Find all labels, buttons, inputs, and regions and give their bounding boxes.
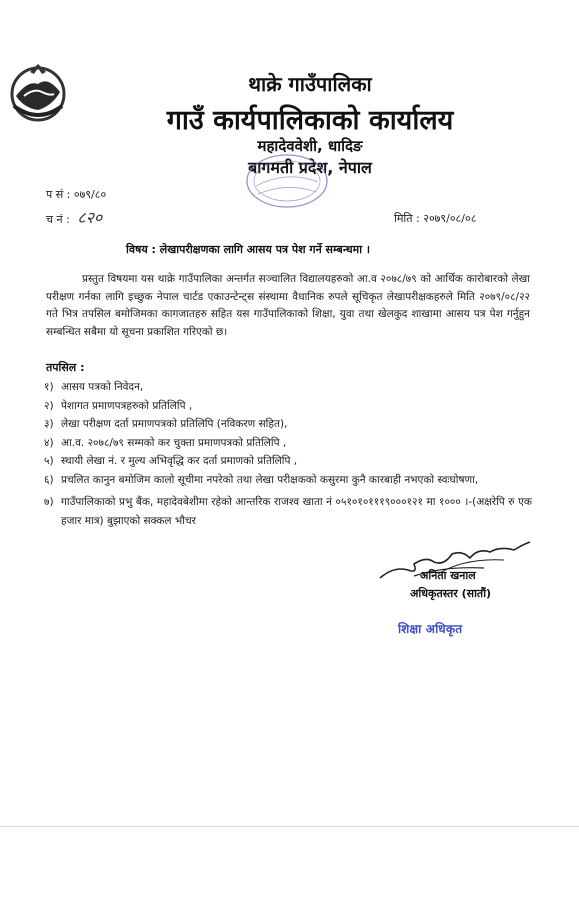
list-item-text: आ.व. २०७८/७९ सम्मको कर चुक्ता प्रमाणपत्रको प्रतिलिपि , <box>61 436 287 449</box>
subject-line: विषय : लेखापरीक्षणका लागि आसय पत्र पेश गर्ने सम्बन्धमा । <box>126 243 371 256</box>
office-title: गाउँ कार्यपालिकाको कार्यालय <box>166 105 454 136</box>
signatory-name: अनिता खनाल <box>420 569 476 582</box>
letter-reference-number: प सं : ०७९/८० <box>46 188 107 201</box>
list-item <box>44 378 532 397</box>
list-item <box>44 452 532 471</box>
list-item-text: पेशागत प्रमाणपत्रहरुको प्रतिलिपि , <box>61 399 193 412</box>
list-item-text: स्थायी लेखा नं. र मुल्य अभिवृद्धि कर दर्ता प्रमाणको प्रतिलिपि , <box>61 455 298 467</box>
list-item <box>44 415 532 434</box>
list-item <box>44 471 532 490</box>
signatory-designation: अधिकृतस्तर (सातौं) <box>410 587 492 600</box>
list-item-number: १) <box>44 381 54 393</box>
notice-body <box>46 271 530 341</box>
dispatch-number-label: च नं : <box>46 213 70 226</box>
dispatch-number <box>46 206 102 228</box>
office-stamp-icon <box>244 152 330 210</box>
list-item-number: ४) <box>44 436 54 449</box>
document-list <box>44 378 532 530</box>
list-item-number: ३) <box>44 418 54 430</box>
list-item <box>44 397 532 416</box>
education-officer-seal: शिक्षा अधिकृत <box>398 622 463 636</box>
dispatch-number-handwritten: ८२० <box>77 208 103 227</box>
list-item-text: प्रचलित कानुन बमोजिम कालो सूचीमा नपरेको तथा लेखा परीक्षकको कसुरमा कुनै कारबाही नभएको स्वःघोषणा, <box>61 473 479 486</box>
list-item-number: २) <box>44 399 54 412</box>
list-item-number: ६) <box>44 473 54 486</box>
list-item-number: ५) <box>44 455 54 467</box>
list-item-text: गाउँपालिकाको प्रभु बैंक, महादेवबेशीमा रहेको आन्तरिक राजश्व खाता नं ०५१०१०१११९०००१२१ मा १००० ।-(अक्षरेपि रु एक हजार मात्र) बुझाएको सक्कल भौचर <box>61 496 532 527</box>
annex-heading: तपसिल : <box>46 361 85 374</box>
list-item-number: ७) <box>44 496 54 508</box>
list-item-text: आसय पत्रको निवेदन, <box>61 381 144 393</box>
list-item <box>44 434 532 453</box>
municipality-name: थाक्रे गाउँपालिका <box>248 72 372 96</box>
office-location: महादेववेशी, धादिङ <box>257 137 363 155</box>
province-country: बागमती प्रदेश, नेपाल <box>248 158 372 177</box>
notice-body-text: प्रस्तुत विषयमा यस थाक्रे गाउँपालिका अन्तर्गत सञ्चालित विद्यालयहरुको आ.व २०७८/७९ को आर्थिक कारोबारको लेखा परीक्षण गर्नका लागि इच्छुक नेपाल चार्टड एकाउन्टेन्ट्स संस्थामा वैधानिक रुपले सूचिकृत लेखापरीक्षकहरुले मिति २०७९/०८/२२ गते भित्र तपसिल बमोजिमका कागजातहरु सहित यस गाउँपालिकाको शिक्षा, युवा तथा खेलकुद शाखामा आसय पत्र पेश गर्नुहुन सम्बन्धित सबैमा यो सूचना प्रकाशित गरिएको छ। <box>46 273 530 338</box>
list-item <box>44 493 532 530</box>
nepal-emblem-icon <box>8 62 68 124</box>
letter-date: मिति : २०७९/०८/०८ <box>394 212 477 225</box>
page-bottom-rule <box>0 826 579 827</box>
list-item-text: लेखा परीक्षण दर्ता प्रमाणपत्रको प्रतिलिपि (नविकरण सहित), <box>61 418 288 430</box>
